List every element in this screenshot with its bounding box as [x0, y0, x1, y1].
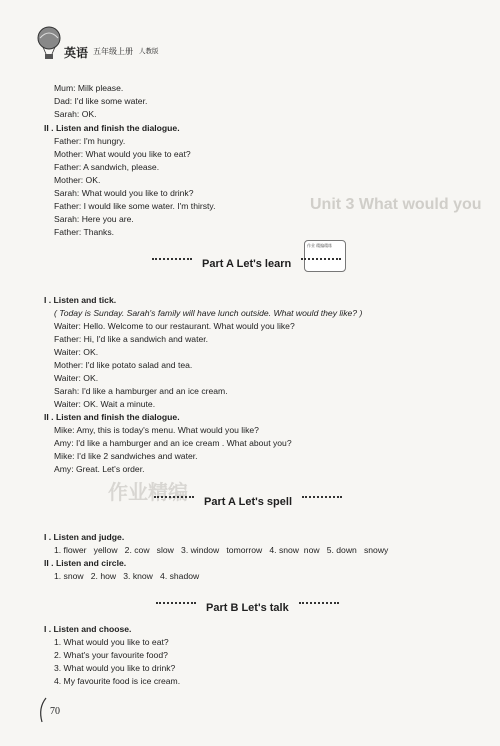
- title-dots-left: [156, 602, 196, 608]
- top-line-3: Sarah: OK.: [54, 109, 97, 119]
- top-line-1: Mum: Milk please.: [54, 83, 124, 93]
- learn-ex1-intro: ( Today is Sunday. Sarah's family will have lunch outside. What would they like? ): [54, 308, 363, 318]
- talk-ex1-line-3: 3. What would you like to drink?: [54, 663, 176, 673]
- partB-talk-title-wrap: [206, 598, 289, 616]
- spell-ex2-line: 1. snow 2. how 3. know 4. shadow: [54, 571, 200, 581]
- spell-ex1-line: 1. flower yellow 2. cow slow 3. window tomorrow 4. snow now 5. down snowy: [54, 545, 389, 555]
- watermark: 作业精编: [108, 482, 188, 504]
- learn-ex2-heading: II . Listen and finish the dialogue.: [44, 412, 180, 422]
- talk-ex1-line-1: 1. What would you like to eat?: [54, 637, 169, 647]
- page-number: 70: [50, 706, 60, 717]
- ex2-line-8: Father: Thanks.: [54, 227, 115, 237]
- ex2-line-2: Mother: What would you like to eat?: [54, 149, 191, 159]
- ex2-line-4: Mother: OK.: [54, 175, 101, 185]
- partA-learn-title-wrap: [202, 254, 291, 272]
- top-line-2: Dad: I'd like some water.: [54, 96, 148, 106]
- title-dots-right: [302, 496, 342, 502]
- learn-ex2-line-2: Amy: I'd like a hamburger and an ice cream . What about you?: [54, 438, 292, 448]
- ex2-line-1: Father: I'm hungry.: [54, 136, 126, 146]
- balloon-logo-icon: [36, 26, 62, 60]
- learn-ex1-line-6: Sarah: I'd like a hamburger and an ice cream.: [54, 386, 228, 396]
- learn-ex1-line-4: Mother: I'd like potato salad and tea.: [54, 360, 193, 370]
- header-subject: 英语: [64, 46, 89, 60]
- page-corner-swirl-icon: [36, 696, 50, 729]
- partA-spell-title: Part A Let's spell: [204, 496, 292, 508]
- header-edition: 人教版: [139, 48, 159, 55]
- spell-ex2-heading: II . Listen and circle.: [44, 558, 127, 568]
- title-dots-left: [152, 258, 192, 264]
- stamp-text: 作业 精编精练: [307, 243, 333, 248]
- learn-ex1-line-1: Waiter: Hello. Welcome to our restaurant. What would you like?: [54, 321, 295, 331]
- learn-ex2-line-1: Mike: Amy, this is today's menu. What would you like?: [54, 425, 259, 435]
- partA-learn-title: Part A Let's learn: [202, 258, 292, 270]
- title-dots-right: [299, 602, 339, 608]
- spell-ex1-heading: I . Listen and judge.: [44, 532, 125, 542]
- learn-ex1-line-2: Father: Hi, I'd like a sandwich and water.: [54, 334, 209, 344]
- publisher-stamp: [304, 240, 346, 272]
- talk-ex1-line-2: 2. What's your favourite food?: [54, 650, 168, 660]
- learn-ex1-line-5: Waiter: OK.: [54, 373, 99, 383]
- ex2-heading: II . Listen and finish the dialogue.: [44, 123, 180, 133]
- learn-ex2-line-3: Mike: I'd like 2 sandwiches and water.: [54, 451, 198, 461]
- ex2-line-3: Father: A sandwich, please.: [54, 162, 160, 172]
- learn-ex1-line-7: Waiter: OK. Wait a minute.: [54, 399, 156, 409]
- partB-talk-title: Part B Let's talk: [206, 602, 289, 614]
- title-dots-left: [154, 496, 194, 502]
- learn-ex1-line-3: Waiter: OK.: [54, 347, 99, 357]
- partA-spell-title-wrap: [204, 492, 292, 510]
- title-dots-right: [301, 258, 341, 264]
- talk-ex1-line-4: 4. My favourite food is ice cream.: [54, 676, 181, 686]
- learn-ex2-line-4: Amy: Great. Let's order.: [54, 464, 145, 474]
- learn-ex1-heading: I . Listen and tick.: [44, 295, 117, 305]
- unit-ghost-title: Unit 3 What would you: [310, 196, 482, 213]
- header-grade: 五年级上册: [93, 47, 133, 56]
- ex2-line-6: Father: I would like some water. I'm thirsty.: [54, 201, 216, 211]
- ex2-line-7: Sarah: Here you are.: [54, 214, 134, 224]
- talk-ex1-heading: I . Listen and choose.: [44, 624, 132, 634]
- ex2-line-5: Sarah: What would you like to drink?: [54, 188, 194, 198]
